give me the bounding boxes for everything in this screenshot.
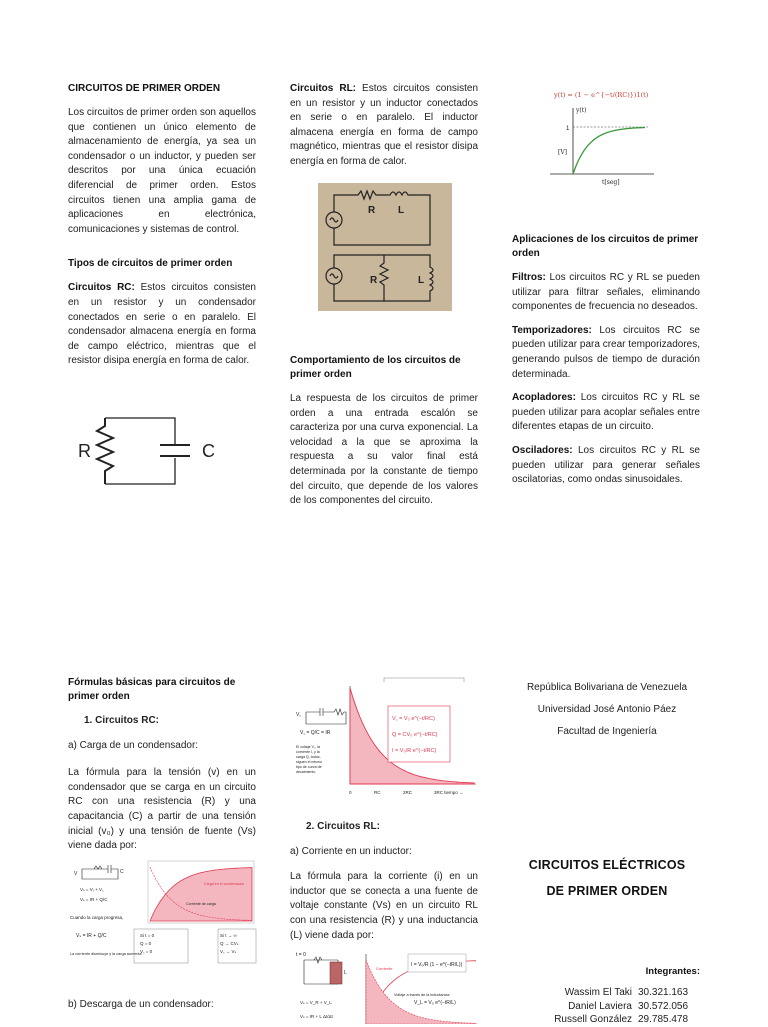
rc-paragraph (68, 281, 256, 369)
member-name: Daniel Laviera (568, 1000, 632, 1012)
cover-title-line-2: DE PRIMER ORDEN (546, 884, 668, 898)
cover-title-line-1: CIRCUITOS ELÉCTRICOS (528, 858, 686, 872)
svg-text:Vₛ = IR + Q/C: Vₛ = IR + Q/C (80, 897, 108, 902)
discharge-note: El voltaje V꜀, la corriente I, y la carga Q, todos, siguen el mismo tipo de curva de decaimiento (296, 745, 322, 774)
app-filters (512, 271, 700, 315)
app-timers (512, 324, 700, 382)
charge-current-label: Corriente de carga (186, 902, 216, 906)
rc-formulas-item: 1. Circuitos RC: (84, 715, 160, 726)
inductor-voltage-label: Voltaje a través de la inductancia (394, 993, 450, 997)
inductor-current-eq: I = V₀/R (1 − e^(−tR/L)) (411, 962, 463, 968)
app-couplers (512, 391, 700, 435)
discharge-subheading: b) Descarga de un condensador: (68, 999, 214, 1010)
inductor-subheading: a) Corriente en un inductor: (290, 845, 412, 857)
rl-top-r-label: R (368, 205, 376, 216)
decay-tick-2rc: 2RC (403, 790, 413, 795)
charge-caption-2: La corriente disminuye y la carga aumenta. (70, 952, 143, 956)
members-heading: Integrantes: (645, 966, 700, 977)
svg-text:Q = 0: Q = 0 (140, 941, 152, 946)
rl-text: Estos circuitos consisten en un resistor y un inductor conectados en serie o en paralelo. El inductor almacena energía en forma de campo magnético, mientras que el resistor disipa energía en forma de calor. (290, 83, 479, 167)
svg-text:V꜀ = 0: V꜀ = 0 (140, 949, 153, 954)
member-row (536, 1013, 688, 1027)
app-couplers-label: Acopladores: (512, 392, 576, 404)
app-couplers-text: Los circuitos RC y RL se pueden utilizar para acoplar señales entre diferentes etapas de un circuito. (512, 392, 700, 433)
app-oscillators (512, 444, 700, 488)
member-row (536, 986, 688, 1000)
rl-top-l-label: L (398, 205, 405, 216)
rc-circuit-diagram (70, 408, 250, 494)
member-name: Wassim El Taki (564, 987, 632, 998)
cover-header (502, 677, 712, 743)
svg-text:V꜀: V꜀ (296, 712, 302, 718)
rl-formulas-item: 2. Circuitos RL: (306, 821, 380, 832)
country-name: República Bolivariana de Venezuela (526, 682, 688, 693)
graph-v-label: [V] (558, 149, 568, 156)
column-intro (68, 82, 256, 378)
graph-one-label: 1 (566, 126, 570, 132)
member-id: 29.785.478 (638, 1014, 689, 1025)
rl-bottom-l-label: L (418, 275, 425, 286)
app-filters-text: Los circuitos RC y RL se pueden utilizar para filtrar señales, eliminando componentes de frecuencia no deseados. (512, 272, 700, 313)
graph-formula: y(t) = (1 − e^{−t/(RC)})1(t) (554, 91, 649, 99)
svg-text:Vₛ = IR + L ΔI/Δt: Vₛ = IR + L ΔI/Δt (300, 1014, 333, 1019)
column-behavior (290, 354, 478, 518)
members-list (536, 986, 688, 1027)
applications-heading: Aplicaciones de los circuitos de primer orden (512, 234, 699, 259)
graph-y-label: y(t) (576, 107, 587, 114)
charge-subheading: a) Carga de un condensador: (68, 739, 199, 751)
behavior-paragraph: La respuesta de los circuitos de primer orden a una entrada escalón se caracteriza por una curva exponencial. La velocidad a la que se aproxima la respuesta a su valor final está determinada por la constante de tiempo del circuito, que depende de los valores de los componentes del circuito. (290, 393, 478, 507)
cover-title (502, 852, 712, 904)
column-applications (512, 233, 700, 497)
inductor-current-figure (290, 946, 480, 1024)
capacitor-label: C (202, 441, 215, 461)
svg-text:Vₛ = V_R + V_L: Vₛ = V_R + V_L (300, 1000, 332, 1005)
svg-text:L: L (344, 970, 347, 976)
inductor-paragraph: La fórmula para la corriente (i) en un inductor que se conecta a una fuente de voltaje constante (Vs) en un circuito RL con una resistencia (R) y una inductancia (L) viene dada por: (290, 871, 478, 941)
decay-tick-0: 0 (349, 790, 352, 795)
rl-label: Circuitos RL: (290, 83, 357, 94)
intro-paragraph: Los circuitos de primer orden son aquellos que contienen un único elemento de almacenamiento de energía, ya sea un condensador o un inductor, y pueden ser descritos por una única ecuación diferencial de primer orden. Estos circuitos tienen una amplia gama de aplicaciones en electrónica, comunicaciones y sistemas de control. (68, 107, 256, 235)
svg-text:V: V (74, 871, 78, 877)
app-timers-text: Los circuitos RC se pueden utilizar para crear temporizadores, generando pulsos de tiempo de duración determinada. (512, 324, 700, 380)
app-oscillators-text: Los circuitos RC y RL se pueden utilizar para generar señales oscilatorias, como ondas sinusoidales. (512, 444, 700, 486)
rc-label: Circuitos RC: (68, 282, 135, 294)
svg-text:Q → CVₛ: Q → CVₛ (220, 941, 239, 946)
svg-text:C: C (120, 869, 124, 875)
rc-text: Estos circuitos consisten en un resistor y un condensador conectados en serie o en paralelo. El condensador almacena energía en forma de campo eléctrico, mientras que el resistor disipa energía en forma de calor. (68, 282, 256, 367)
svg-text:Vₛ = Vᵣ + V꜀: Vₛ = Vᵣ + V꜀ (80, 887, 104, 892)
charge-label: Carga en el condensador (204, 882, 245, 886)
step-response-curve (573, 128, 645, 175)
decay-eq-3: I = V₀/R e^(−t/RC) (392, 748, 437, 754)
graph-t-label: t[seg] (602, 179, 620, 186)
inductor-voltage-eq: V_L = V₀ e^(−tR/L) (414, 1000, 456, 1006)
svg-text:Si t → ∞: Si t → ∞ (220, 933, 237, 938)
member-id: 30.572.056 (638, 1000, 689, 1012)
svg-text:Si t = 0: Si t = 0 (140, 933, 155, 938)
inductor-current-label: Corriente (376, 966, 393, 971)
discharge-section (68, 998, 256, 1022)
capacitor-charging-figure (68, 855, 258, 965)
app-oscillators-label: Osciladores: (512, 444, 573, 456)
member-id: 30.321.163 (638, 987, 689, 998)
member-row (536, 1000, 688, 1014)
capacitor-discharge-figure (290, 676, 480, 798)
rl-circuit-photo (318, 183, 452, 311)
faculty-name: Facultad de Ingeniería (557, 726, 657, 737)
page-title: CIRCUITOS DE PRIMER ORDEN (68, 83, 221, 94)
rl-bottom-r-label: R (370, 275, 378, 286)
column-rl (290, 82, 478, 179)
decay-tick-3rc: 3RC tiempo → (434, 790, 464, 795)
decay-tick-rc: RC (374, 790, 381, 795)
svg-text:Vₛ = IR + Q/C: Vₛ = IR + Q/C (76, 933, 107, 939)
svg-text:V꜀ = Q/C = IR: V꜀ = Q/C = IR (300, 730, 331, 736)
behavior-heading: Comportamiento de los circuitos de primer orden (290, 355, 461, 380)
column-formulas (68, 676, 256, 863)
resistor-label: R (78, 441, 91, 461)
step-response-graph (540, 84, 660, 188)
rl-paragraph (290, 82, 478, 170)
app-timers-label: Temporizadores: (512, 324, 592, 336)
decay-eq-2: Q = CV₀ e^(−t/RC) (392, 732, 438, 738)
formulas-heading: Fórmulas básicas para circuitos de primer orden (68, 677, 236, 702)
decay-eq-1: V꜀ = V₀ e^(−t/RC) (392, 716, 435, 722)
charge-paragraph: La fórmula para la tensión (v) en un condensador que se carga en un circuito RC con una resistencia (R) y una capacitancia (C) a partir de una tensión inicial (v₀) y una tensión de fuente (Vs) viene dada por: (68, 767, 256, 852)
svg-text:t = 0: t = 0 (296, 952, 306, 958)
column-rl-formulas (290, 820, 478, 952)
charge-caption-1: Cuando la carga progresa, (70, 915, 124, 920)
member-name: Russell González (554, 1014, 632, 1025)
types-heading: Tipos de circuitos de primer orden (68, 258, 233, 270)
app-filters-label: Filtros: (512, 272, 546, 283)
university-name: Universidad José Antonio Páez (537, 704, 677, 715)
svg-text:V꜀ → Vₛ: V꜀ → Vₛ (220, 949, 237, 954)
